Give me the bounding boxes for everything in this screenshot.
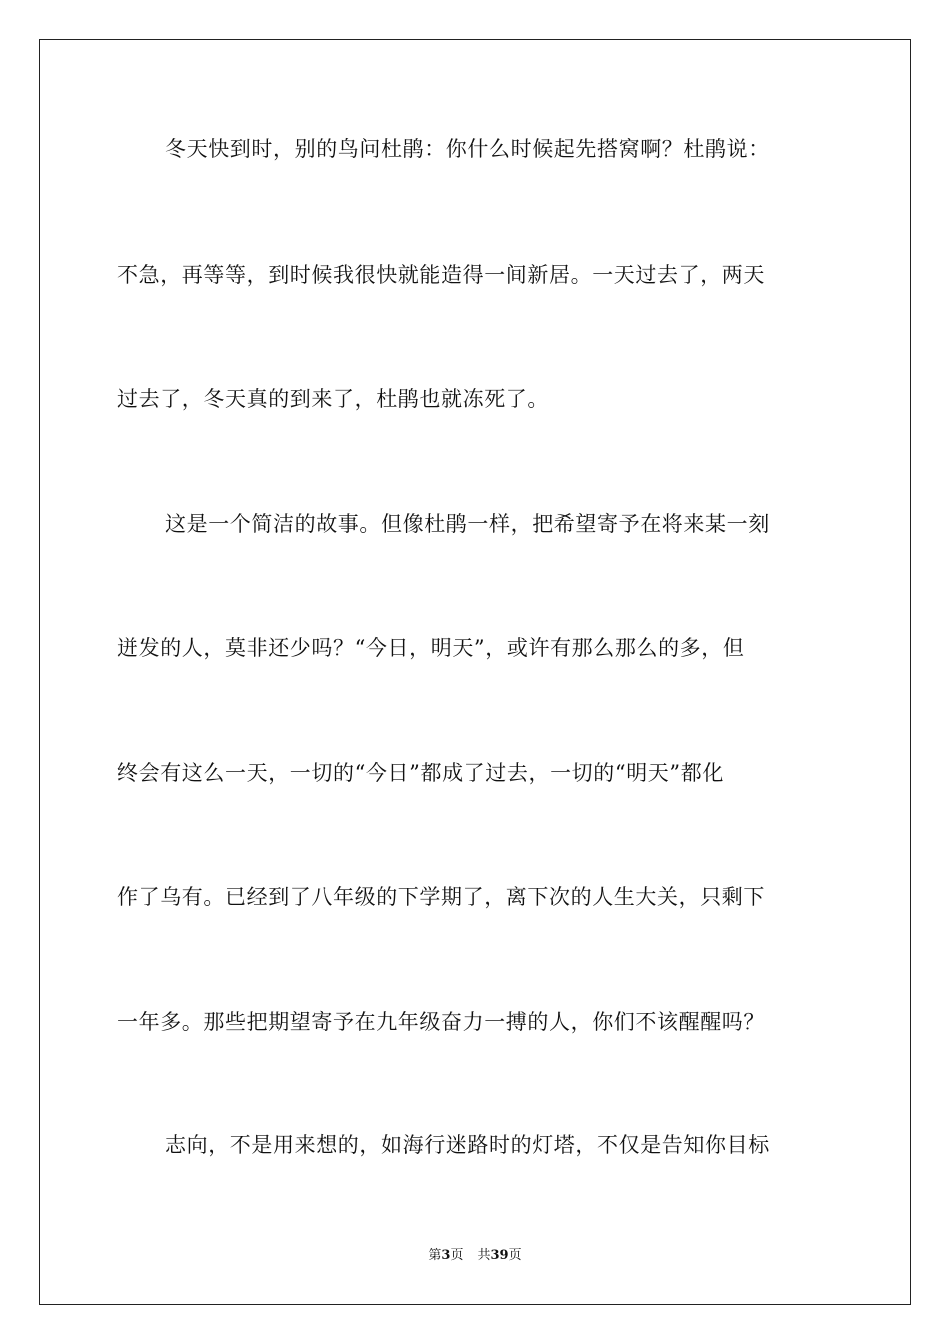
paragraph-2-line-3: 终会有这么一天，一切的“今日”都成了过去，一切的“明天”都化	[117, 761, 724, 785]
page-prefix: 第	[428, 1248, 442, 1263]
page-border	[39, 39, 911, 1305]
total-pages: 39	[490, 1248, 509, 1263]
paragraph-1-line-1: 冬天快到时，别的鸟问杜鹃：你什么时候起先搭窝啊？杜鹃说：	[165, 137, 770, 161]
total-prefix: 共	[477, 1248, 491, 1263]
paragraph-1-line-2: 不急，再等等，到时候我很快就能造得一间新居。一天过去了，两天	[117, 263, 765, 287]
page-suffix: 页	[450, 1248, 464, 1263]
paragraph-2-line-4: 作了乌有。已经到了八年级的下学期了，离下次的人生大关，只剩下	[117, 885, 765, 909]
paragraph-2-line-5: 一年多。那些把期望寄予在九年级奋力一搏的人，你们不该醒醒吗？	[117, 1010, 765, 1034]
paragraph-1-line-3: 过去了，冬天真的到来了，杜鹃也就冻死了。	[117, 387, 549, 411]
page-footer	[0, 1247, 950, 1265]
paragraph-2-line-2: 迸发的人，莫非还少吗？“今日，明天”，或许有那么那么的多，但	[117, 636, 745, 660]
total-suffix: 页	[508, 1248, 522, 1263]
paragraph-3-line-1: 志向，不是用来想的，如海行迷路时的灯塔，不仅是告知你目标	[165, 1133, 770, 1157]
paragraph-2-line-1: 这是一个简洁的故事。但像杜鹃一样，把希望寄予在将来某一刻	[165, 512, 770, 536]
page-number: 3	[441, 1248, 451, 1263]
